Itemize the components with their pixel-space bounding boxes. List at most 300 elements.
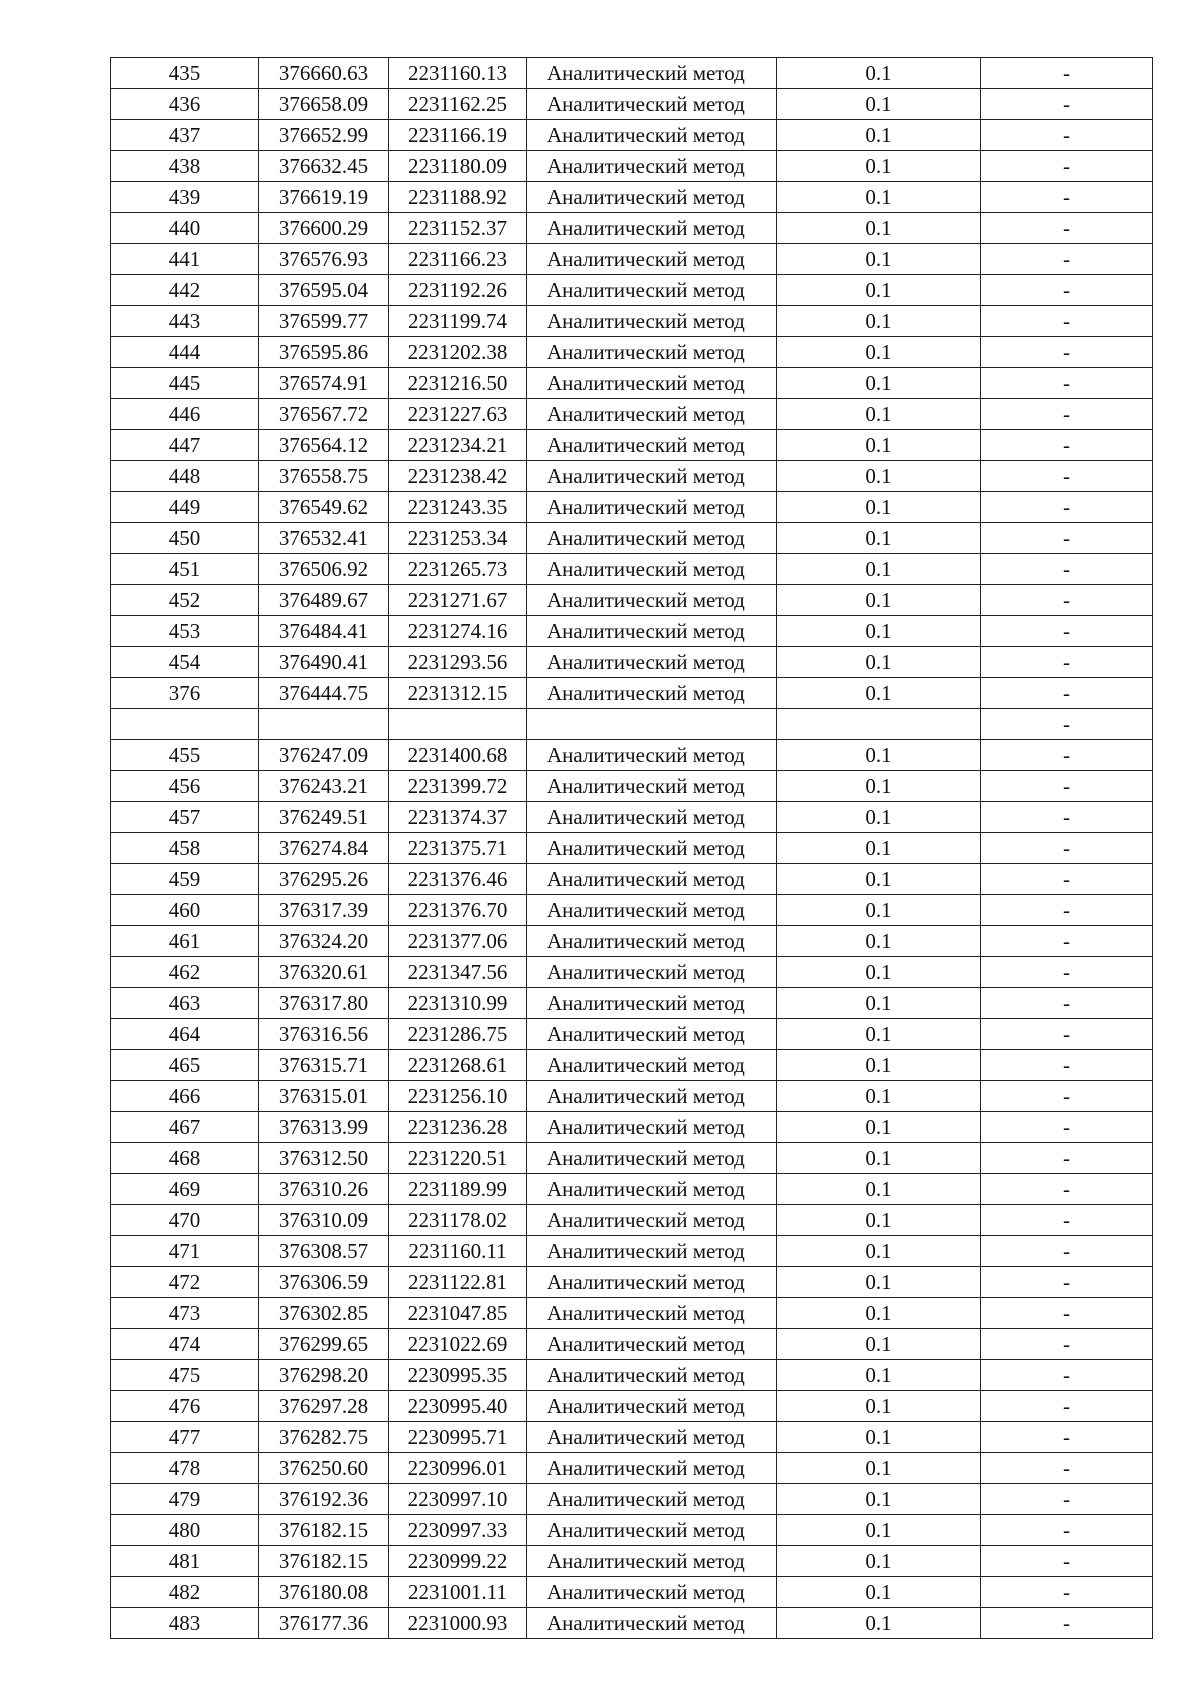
table-row	[111, 1112, 1153, 1143]
y-coordinate-cell: 2231399.72	[389, 771, 527, 802]
point-number-cell: 478	[111, 1453, 259, 1484]
y-coordinate-cell: 2231293.56	[389, 647, 527, 678]
table-row	[111, 1360, 1153, 1391]
x-coordinate-cell: 376250.60	[259, 1453, 389, 1484]
method-cell: Аналитический метод	[527, 1329, 777, 1360]
y-coordinate-cell: 2231162.25	[389, 89, 527, 120]
table-row	[111, 554, 1153, 585]
note-cell: -	[981, 337, 1153, 368]
x-coordinate-cell: 376484.41	[259, 616, 389, 647]
method-cell: Аналитический метод	[527, 1236, 777, 1267]
note-cell: -	[981, 1453, 1153, 1484]
note-cell: -	[981, 833, 1153, 864]
note-cell: -	[981, 1050, 1153, 1081]
note-cell: -	[981, 1205, 1153, 1236]
accuracy-cell: 0.1	[777, 492, 981, 523]
x-coordinate-cell: 376564.12	[259, 430, 389, 461]
accuracy-cell: 0.1	[777, 1174, 981, 1205]
table-row	[111, 1205, 1153, 1236]
y-coordinate-cell: 2231271.67	[389, 585, 527, 616]
table-row	[111, 1329, 1153, 1360]
method-cell: Аналитический метод	[527, 585, 777, 616]
table-row	[111, 771, 1153, 802]
method-cell: Аналитический метод	[527, 1174, 777, 1205]
x-coordinate-cell: 376619.19	[259, 182, 389, 213]
accuracy-cell: 0.1	[777, 523, 981, 554]
accuracy-cell: 0.1	[777, 1081, 981, 1112]
x-coordinate-cell: 376324.20	[259, 926, 389, 957]
point-number-cell: 479	[111, 1484, 259, 1515]
accuracy-cell: 0.1	[777, 554, 981, 585]
accuracy-cell: 0.1	[777, 1050, 981, 1081]
point-number-cell: 439	[111, 182, 259, 213]
accuracy-cell: 0.1	[777, 1143, 981, 1174]
note-cell: -	[981, 430, 1153, 461]
accuracy-cell: 0.1	[777, 306, 981, 337]
x-coordinate-cell: 376576.93	[259, 244, 389, 275]
accuracy-cell: 0.1	[777, 1112, 981, 1143]
y-coordinate-cell: 2231220.51	[389, 1143, 527, 1174]
y-coordinate-cell: 2231000.93	[389, 1608, 527, 1639]
method-cell: Аналитический метод	[527, 864, 777, 895]
note-cell: -	[981, 1577, 1153, 1608]
point-number-cell: 460	[111, 895, 259, 926]
note-cell: -	[981, 616, 1153, 647]
y-coordinate-cell: 2231022.69	[389, 1329, 527, 1360]
method-cell: Аналитический метод	[527, 182, 777, 213]
x-coordinate-cell: 376282.75	[259, 1422, 389, 1453]
point-number-cell: 444	[111, 337, 259, 368]
point-number-cell: 482	[111, 1577, 259, 1608]
y-coordinate-cell: 2230996.01	[389, 1453, 527, 1484]
table-row	[111, 430, 1153, 461]
point-number-cell: 446	[111, 399, 259, 430]
accuracy-cell: 0.1	[777, 1453, 981, 1484]
note-cell: -	[981, 1360, 1153, 1391]
accuracy-cell: 0.1	[777, 1298, 981, 1329]
method-cell: Аналитический метод	[527, 1453, 777, 1484]
method-cell: Аналитический метод	[527, 275, 777, 306]
accuracy-cell: 0.1	[777, 1577, 981, 1608]
note-cell: -	[981, 926, 1153, 957]
point-number-cell: 481	[111, 1546, 259, 1577]
table-row	[111, 647, 1153, 678]
method-cell: Аналитический метод	[527, 523, 777, 554]
table-row	[111, 1081, 1153, 1112]
point-number-cell: 443	[111, 306, 259, 337]
y-coordinate-cell: 2231376.46	[389, 864, 527, 895]
accuracy-cell: 0.1	[777, 1608, 981, 1639]
point-number-cell: 449	[111, 492, 259, 523]
y-coordinate-cell: 2231199.74	[389, 306, 527, 337]
table-row	[111, 89, 1153, 120]
method-cell: Аналитический метод	[527, 58, 777, 89]
method-cell: Аналитический метод	[527, 1019, 777, 1050]
y-coordinate-cell: 2231238.42	[389, 461, 527, 492]
table-row	[111, 1174, 1153, 1205]
note-cell: -	[981, 368, 1153, 399]
y-coordinate-cell: 2231312.15	[389, 678, 527, 709]
point-number-cell: 448	[111, 461, 259, 492]
table-row	[111, 1050, 1153, 1081]
note-cell: -	[981, 988, 1153, 1019]
y-coordinate-cell: 2230999.22	[389, 1546, 527, 1577]
x-coordinate-cell: 376182.15	[259, 1546, 389, 1577]
accuracy-cell: 0.1	[777, 1267, 981, 1298]
table-row	[111, 585, 1153, 616]
table-row	[111, 1391, 1153, 1422]
y-coordinate-cell: 2231166.19	[389, 120, 527, 151]
point-number-cell: 472	[111, 1267, 259, 1298]
point-number-cell: 435	[111, 58, 259, 89]
note-cell: -	[981, 709, 1153, 740]
accuracy-cell: 0.1	[777, 802, 981, 833]
y-coordinate-cell: 2231310.99	[389, 988, 527, 1019]
accuracy-cell: 0.1	[777, 1391, 981, 1422]
note-cell: -	[981, 1422, 1153, 1453]
method-cell: Аналитический метод	[527, 1143, 777, 1174]
accuracy-cell: 0.1	[777, 616, 981, 647]
point-number-cell: 450	[111, 523, 259, 554]
x-coordinate-cell: 376274.84	[259, 833, 389, 864]
note-cell: -	[981, 802, 1153, 833]
table-row	[111, 864, 1153, 895]
table-row	[111, 1267, 1153, 1298]
table-row	[111, 802, 1153, 833]
y-coordinate-cell: 2231227.63	[389, 399, 527, 430]
point-number-cell: 470	[111, 1205, 259, 1236]
y-coordinate-cell: 2231166.23	[389, 244, 527, 275]
table-row	[111, 1515, 1153, 1546]
accuracy-cell: 0.1	[777, 1360, 981, 1391]
method-cell: Аналитический метод	[527, 337, 777, 368]
y-coordinate-cell: 2231374.37	[389, 802, 527, 833]
accuracy-cell: 0.1	[777, 151, 981, 182]
accuracy-cell: 0.1	[777, 461, 981, 492]
point-number-cell: 454	[111, 647, 259, 678]
x-coordinate-cell: 376320.61	[259, 957, 389, 988]
accuracy-cell: 0.1	[777, 1019, 981, 1050]
y-coordinate-cell: 2230997.10	[389, 1484, 527, 1515]
table-row	[111, 492, 1153, 523]
method-cell: Аналитический метод	[527, 430, 777, 461]
accuracy-cell: 0.1	[777, 244, 981, 275]
note-cell: -	[981, 957, 1153, 988]
y-coordinate-cell: 2231160.11	[389, 1236, 527, 1267]
table-row	[111, 1608, 1153, 1639]
x-coordinate-cell: 376600.29	[259, 213, 389, 244]
point-number-cell: 462	[111, 957, 259, 988]
x-coordinate-cell: 376315.71	[259, 1050, 389, 1081]
method-cell: Аналитический метод	[527, 1515, 777, 1546]
y-coordinate-cell: 2231234.21	[389, 430, 527, 461]
point-number-cell: 445	[111, 368, 259, 399]
x-coordinate-cell: 376506.92	[259, 554, 389, 585]
y-coordinate-cell: 2231286.75	[389, 1019, 527, 1050]
method-cell: Аналитический метод	[527, 1608, 777, 1639]
method-cell: Аналитический метод	[527, 213, 777, 244]
point-number-cell: 436	[111, 89, 259, 120]
point-number-cell: 438	[111, 151, 259, 182]
method-cell: Аналитический метод	[527, 1112, 777, 1143]
method-cell: Аналитический метод	[527, 1205, 777, 1236]
point-number-cell: 474	[111, 1329, 259, 1360]
table-row	[111, 58, 1153, 89]
note-cell: -	[981, 864, 1153, 895]
accuracy-cell: 0.1	[777, 771, 981, 802]
accuracy-cell: 0.1	[777, 678, 981, 709]
point-number-cell: 440	[111, 213, 259, 244]
x-coordinate-cell: 376297.28	[259, 1391, 389, 1422]
note-cell: -	[981, 213, 1153, 244]
accuracy-cell: 0.1	[777, 182, 981, 213]
x-coordinate-cell: 376295.26	[259, 864, 389, 895]
table-row	[111, 895, 1153, 926]
table-row	[111, 399, 1153, 430]
x-coordinate-cell: 376574.91	[259, 368, 389, 399]
point-number-cell: 466	[111, 1081, 259, 1112]
x-coordinate-cell: 376567.72	[259, 399, 389, 430]
point-number-cell: 476	[111, 1391, 259, 1422]
point-number-cell: 469	[111, 1174, 259, 1205]
table-row	[111, 244, 1153, 275]
method-cell: Аналитический метод	[527, 926, 777, 957]
x-coordinate-cell: 376652.99	[259, 120, 389, 151]
method-cell: Аналитический метод	[527, 244, 777, 275]
method-cell: Аналитический метод	[527, 554, 777, 585]
accuracy-cell: 0.1	[777, 1484, 981, 1515]
point-number-cell: 465	[111, 1050, 259, 1081]
note-cell: -	[981, 120, 1153, 151]
y-coordinate-cell: 2230997.33	[389, 1515, 527, 1546]
y-coordinate-cell	[389, 709, 527, 740]
table-row	[111, 1422, 1153, 1453]
y-coordinate-cell: 2231265.73	[389, 554, 527, 585]
x-coordinate-cell: 376310.26	[259, 1174, 389, 1205]
note-cell: -	[981, 275, 1153, 306]
table-row	[111, 1143, 1153, 1174]
point-number-cell: 376	[111, 678, 259, 709]
accuracy-cell: 0.1	[777, 89, 981, 120]
coordinates-table-body	[111, 58, 1153, 1639]
point-number-cell: 471	[111, 1236, 259, 1267]
method-cell	[527, 709, 777, 740]
y-coordinate-cell: 2231376.70	[389, 895, 527, 926]
note-cell: -	[981, 58, 1153, 89]
accuracy-cell: 0.1	[777, 213, 981, 244]
method-cell: Аналитический метод	[527, 740, 777, 771]
x-coordinate-cell: 376302.85	[259, 1298, 389, 1329]
note-cell: -	[981, 740, 1153, 771]
x-coordinate-cell: 376177.36	[259, 1608, 389, 1639]
x-coordinate-cell: 376489.67	[259, 585, 389, 616]
table-row	[111, 1577, 1153, 1608]
note-cell: -	[981, 1608, 1153, 1639]
coordinates-table	[110, 57, 1153, 1639]
note-cell: -	[981, 151, 1153, 182]
table-row	[111, 1484, 1153, 1515]
point-number-cell: 457	[111, 802, 259, 833]
accuracy-cell: 0.1	[777, 1422, 981, 1453]
x-coordinate-cell: 376243.21	[259, 771, 389, 802]
y-coordinate-cell: 2231152.37	[389, 213, 527, 244]
method-cell: Аналитический метод	[527, 802, 777, 833]
table-row	[111, 1298, 1153, 1329]
point-number-cell: 453	[111, 616, 259, 647]
x-coordinate-cell: 376599.77	[259, 306, 389, 337]
note-cell: -	[981, 1515, 1153, 1546]
x-coordinate-cell: 376532.41	[259, 523, 389, 554]
note-cell: -	[981, 1174, 1153, 1205]
note-cell: -	[981, 492, 1153, 523]
y-coordinate-cell: 2230995.35	[389, 1360, 527, 1391]
method-cell: Аналитический метод	[527, 678, 777, 709]
method-cell: Аналитический метод	[527, 1050, 777, 1081]
point-number-cell: 459	[111, 864, 259, 895]
method-cell: Аналитический метод	[527, 399, 777, 430]
y-coordinate-cell: 2231377.06	[389, 926, 527, 957]
table-row	[111, 151, 1153, 182]
method-cell: Аналитический метод	[527, 120, 777, 151]
x-coordinate-cell: 376558.75	[259, 461, 389, 492]
accuracy-cell: 0.1	[777, 926, 981, 957]
y-coordinate-cell: 2231189.99	[389, 1174, 527, 1205]
accuracy-cell: 0.1	[777, 368, 981, 399]
method-cell: Аналитический метод	[527, 1577, 777, 1608]
note-cell: -	[981, 1391, 1153, 1422]
note-cell: -	[981, 523, 1153, 554]
x-coordinate-cell: 376316.56	[259, 1019, 389, 1050]
y-coordinate-cell: 2231178.02	[389, 1205, 527, 1236]
method-cell: Аналитический метод	[527, 833, 777, 864]
accuracy-cell: 0.1	[777, 585, 981, 616]
x-coordinate-cell: 376312.50	[259, 1143, 389, 1174]
x-coordinate-cell: 376595.86	[259, 337, 389, 368]
x-coordinate-cell: 376490.41	[259, 647, 389, 678]
table-row	[111, 740, 1153, 771]
y-coordinate-cell: 2231243.35	[389, 492, 527, 523]
method-cell: Аналитический метод	[527, 957, 777, 988]
note-cell: -	[981, 895, 1153, 926]
accuracy-cell: 0.1	[777, 957, 981, 988]
accuracy-cell: 0.1	[777, 1205, 981, 1236]
method-cell: Аналитический метод	[527, 616, 777, 647]
method-cell: Аналитический метод	[527, 1391, 777, 1422]
note-cell: -	[981, 182, 1153, 213]
accuracy-cell: 0.1	[777, 430, 981, 461]
method-cell: Аналитический метод	[527, 988, 777, 1019]
x-coordinate-cell: 376306.59	[259, 1267, 389, 1298]
x-coordinate-cell: 376299.65	[259, 1329, 389, 1360]
accuracy-cell: 0.1	[777, 864, 981, 895]
x-coordinate-cell: 376632.45	[259, 151, 389, 182]
x-coordinate-cell: 376549.62	[259, 492, 389, 523]
method-cell: Аналитический метод	[527, 1422, 777, 1453]
point-number-cell: 461	[111, 926, 259, 957]
method-cell: Аналитический метод	[527, 368, 777, 399]
note-cell: -	[981, 1236, 1153, 1267]
x-coordinate-cell: 376182.15	[259, 1515, 389, 1546]
table-row	[111, 833, 1153, 864]
table-row	[111, 926, 1153, 957]
accuracy-cell: 0.1	[777, 988, 981, 1019]
y-coordinate-cell: 2231192.26	[389, 275, 527, 306]
y-coordinate-cell: 2231188.92	[389, 182, 527, 213]
y-coordinate-cell: 2231180.09	[389, 151, 527, 182]
method-cell: Аналитический метод	[527, 1081, 777, 1112]
table-row	[111, 306, 1153, 337]
method-cell: Аналитический метод	[527, 461, 777, 492]
point-number-cell: 464	[111, 1019, 259, 1050]
point-number-cell: 477	[111, 1422, 259, 1453]
note-cell: -	[981, 461, 1153, 492]
point-number-cell: 441	[111, 244, 259, 275]
point-number-cell: 452	[111, 585, 259, 616]
accuracy-cell: 0.1	[777, 647, 981, 678]
method-cell: Аналитический метод	[527, 1360, 777, 1391]
table-row	[111, 678, 1153, 709]
y-coordinate-cell: 2230995.40	[389, 1391, 527, 1422]
note-cell: -	[981, 647, 1153, 678]
accuracy-cell: 0.1	[777, 1515, 981, 1546]
table-row	[111, 120, 1153, 151]
y-coordinate-cell: 2231047.85	[389, 1298, 527, 1329]
y-coordinate-cell: 2231122.81	[389, 1267, 527, 1298]
y-coordinate-cell: 2231160.13	[389, 58, 527, 89]
note-cell: -	[981, 1546, 1153, 1577]
table-row	[111, 337, 1153, 368]
x-coordinate-cell	[259, 709, 389, 740]
point-number-cell: 442	[111, 275, 259, 306]
note-cell: -	[981, 1112, 1153, 1143]
point-number-cell: 447	[111, 430, 259, 461]
x-coordinate-cell: 376317.80	[259, 988, 389, 1019]
table-row	[111, 523, 1153, 554]
note-cell: -	[981, 585, 1153, 616]
x-coordinate-cell: 376595.04	[259, 275, 389, 306]
note-cell: -	[981, 306, 1153, 337]
x-coordinate-cell: 376313.99	[259, 1112, 389, 1143]
method-cell: Аналитический метод	[527, 151, 777, 182]
accuracy-cell: 0.1	[777, 120, 981, 151]
x-coordinate-cell: 376660.63	[259, 58, 389, 89]
point-number-cell: 456	[111, 771, 259, 802]
y-coordinate-cell: 2231256.10	[389, 1081, 527, 1112]
x-coordinate-cell: 376180.08	[259, 1577, 389, 1608]
x-coordinate-cell: 376444.75	[259, 678, 389, 709]
point-number-cell: 458	[111, 833, 259, 864]
y-coordinate-cell: 2231375.71	[389, 833, 527, 864]
x-coordinate-cell: 376192.36	[259, 1484, 389, 1515]
x-coordinate-cell: 376658.09	[259, 89, 389, 120]
point-number-cell: 473	[111, 1298, 259, 1329]
y-coordinate-cell: 2231216.50	[389, 368, 527, 399]
table-row	[111, 1453, 1153, 1484]
point-number-cell: 437	[111, 120, 259, 151]
point-number-cell: 468	[111, 1143, 259, 1174]
x-coordinate-cell: 376298.20	[259, 1360, 389, 1391]
point-number-cell: 451	[111, 554, 259, 585]
y-coordinate-cell: 2230995.71	[389, 1422, 527, 1453]
table-row	[111, 461, 1153, 492]
method-cell: Аналитический метод	[527, 1484, 777, 1515]
note-cell: -	[981, 1019, 1153, 1050]
method-cell: Аналитический метод	[527, 492, 777, 523]
accuracy-cell	[777, 709, 981, 740]
x-coordinate-cell: 376315.01	[259, 1081, 389, 1112]
point-number-cell	[111, 709, 259, 740]
table-row	[111, 616, 1153, 647]
